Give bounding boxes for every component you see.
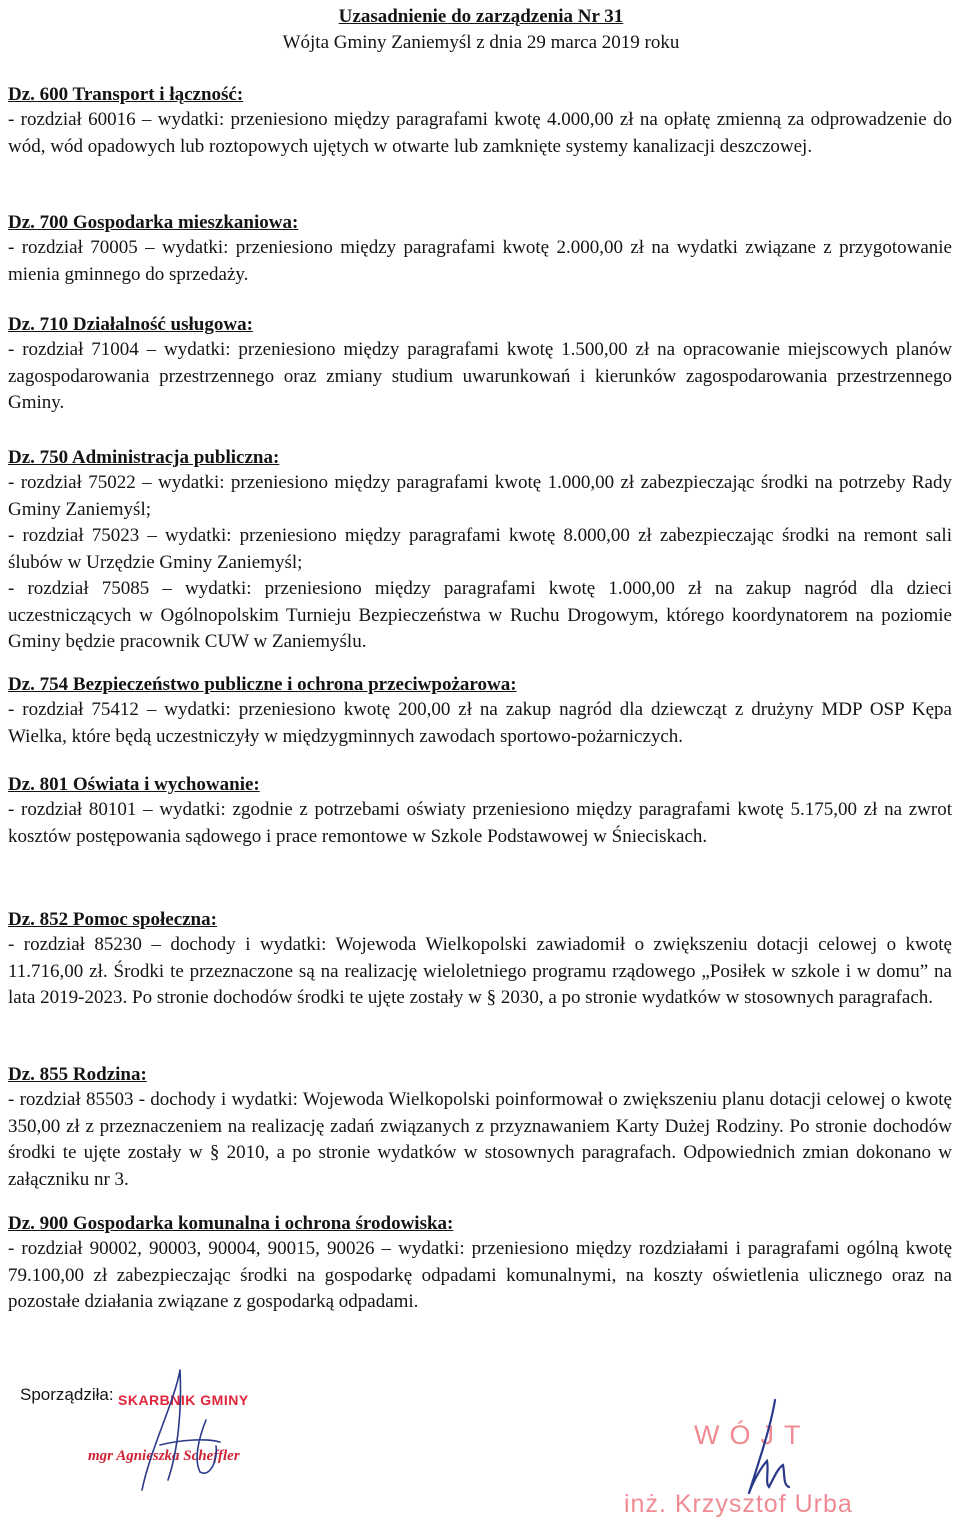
- section-dz-600: [8, 83, 952, 160]
- document-title: Uzasadnienie do zarządzenia Nr 31: [338, 6, 624, 27]
- treasurer-stamp-name: mgr Agnieszka Scheffler: [88, 1448, 240, 1464]
- treasurer-stamp-title: SKARBNIK GMINY: [118, 1392, 249, 1408]
- section-dz-750: [8, 446, 952, 656]
- section-heading: Dz. 900 Gospodarka komunalna i ochrona środowiska:: [8, 1213, 454, 1234]
- section-heading: Dz. 710 Działalność usługowa:: [8, 314, 253, 335]
- section-paragraph: - rozdział 75022 – wydatki: przeniesiono między paragrafami kwotę 1.000,00 zł zabezpieczając środki na potrzeby Rady Gminy Zaniemyśl;: [8, 472, 952, 520]
- prepared-by-label: Sporządziła:: [20, 1385, 114, 1404]
- section-dz-855: [8, 1063, 952, 1193]
- section-paragraph: - rozdział 85503 - dochody i wydatki: Wojewoda Wielkopolski poinformował o zwiększeniu planu dotacji celowej o kwotę 350,00 zł z przeznaczeniem na realizację zadań związanych z przyznawaniem Karty Dużej Rodziny. Po stronie dochodów środki te ujęte zostały w § 2010, a po stronie wydatków w stosownych paragrafach. Odpowiednich zmian dokonano w załączniku nr 3.: [8, 1089, 952, 1190]
- treasurer-signature: [120, 1360, 240, 1510]
- section-paragraph: - rozdział 85230 – dochody i wydatki: Wojewoda Wielkopolski zawiadomił o zwiększeniu dotacji celowej o kwotę 11.716,00 zł. Środki te przeznaczone są na realizację wieloletniego programu rządowego „Posiłek w szkole i w domu” na lata 2019-2023. Po stronie dochodów środki te ujęte zostały w § 2030, a po stronie wydatków w stosownych paragrafach.: [8, 934, 952, 1008]
- section-paragraph: - rozdział 70005 – wydatki: przeniesiono między paragrafami kwotę 2.000,00 zł na wydatki związane z przygotowanie mienia gminnego do sprzedaży.: [8, 237, 952, 285]
- section-dz-801: [8, 773, 952, 850]
- mayor-stamp-name: inż. Krzysztof Urba: [624, 1490, 853, 1518]
- mayor-signature: [735, 1395, 805, 1505]
- section-dz-754: [8, 673, 952, 750]
- section-paragraph: - rozdział 75412 – wydatki: przeniesiono kwotę 200,00 zł na zakup nagród dla dziewcząt z drużyny MDP OSP Kępa Wielka, które będą uczestniczyły w międzygminnych zawodach sportowo-pożarniczych.: [8, 699, 952, 747]
- section-dz-700: [8, 211, 952, 288]
- section-paragraph: - rozdział 80101 – wydatki: zgodnie z potrzebami oświaty przeniesiono między paragrafami kwotę 5.175,00 zł na zwrot kosztów postępowania sądowego i prace remontowe w Szkole Podstawowej w Śnieciskach.: [8, 799, 952, 847]
- section-paragraph: - rozdział 75085 – wydatki: przeniesiono między paragrafami kwotę 1.000,00 zł na zakup nagród dla dzieci uczestniczących w Ogólnopolskim Turnieju Bezpieczeństwa w Ruchu Drogowym, którego koordynatorem na poziomie Gminy będzie pracownik CUW w Zaniemyślu.: [8, 578, 952, 652]
- section-heading: Dz. 600 Transport i łączność:: [8, 84, 244, 105]
- section-heading: Dz. 700 Gospodarka mieszkaniowa:: [8, 212, 299, 233]
- section-heading: Dz. 750 Administracja publiczna:: [8, 447, 280, 468]
- section-dz-852: [8, 908, 952, 1012]
- section-paragraph: - rozdział 90002, 90003, 90004, 90015, 90026 – wydatki: przeniesiono między rozdziałami i paragrafami ogólną kwotę 79.100,00 zł zabezpieczając środki na gospodarkę odpadami komunalnymi, na koszty oświetlenia ulicznego oraz na pozostałe działania związane z gospodarką odpadami.: [8, 1238, 952, 1312]
- section-dz-710: [8, 313, 952, 417]
- section-heading: Dz. 754 Bezpieczeństwo publiczne i ochrona przeciwpożarowa:: [8, 674, 517, 695]
- document-subtitle: Wójta Gminy Zaniemyśl z dnia 29 marca 2019 roku: [282, 32, 680, 53]
- section-paragraph: - rozdział 60016 – wydatki: przeniesiono między paragrafami kwotę 4.000,00 zł na opłatę zmienną za odprowadzenie do wód, wód opadowych lub roztopowych ujętych w otwarte lub zamknięte systemy kanalizacji deszczowej.: [8, 109, 952, 157]
- section-paragraph: - rozdział 75023 – wydatki: przeniesiono między paragrafami kwotę 8.000,00 zł zabezpieczając środki na remont sali ślubów w Urzędzie Gminy Zaniemyśl;: [8, 525, 952, 573]
- section-heading: Dz. 801 Oświata i wychowanie:: [8, 774, 260, 795]
- section-heading: Dz. 852 Pomoc społeczna:: [8, 909, 217, 930]
- section-dz-900: [8, 1212, 952, 1316]
- section-paragraph: - rozdział 71004 – wydatki: przeniesiono między paragrafami kwotę 1.500,00 zł na opracowanie miejscowych planów zagospodarowania przestrzennego oraz zmiany studium uwarunkowań i kierunków zagospodarowania przestrzennego Gminy.: [8, 339, 952, 413]
- section-heading: Dz. 855 Rodzina:: [8, 1064, 147, 1085]
- mayor-stamp-title: WÓJT: [694, 1420, 811, 1450]
